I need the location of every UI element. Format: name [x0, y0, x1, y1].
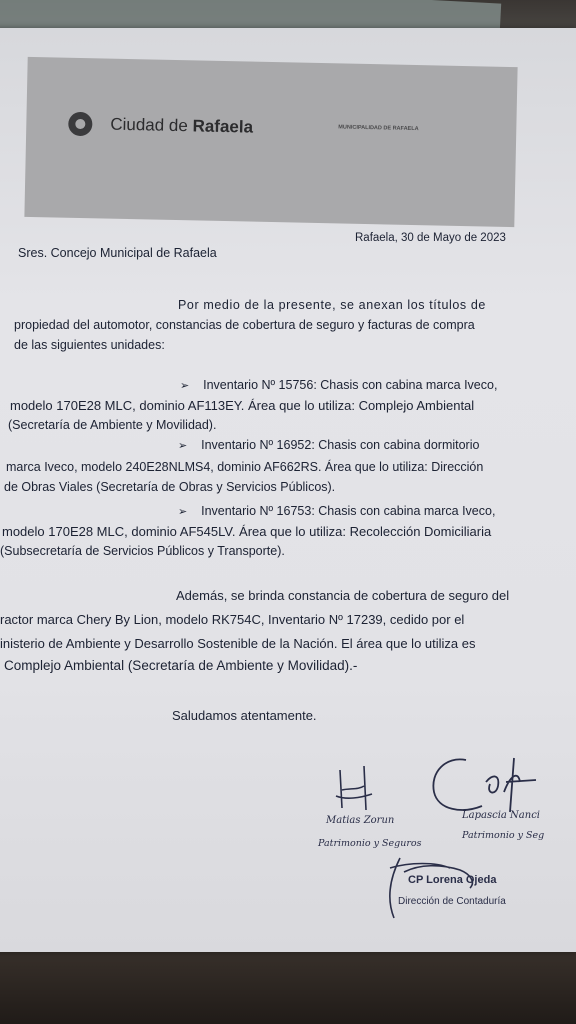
- inventory-item-1: ➢ Inventario Nº 15756: Chasis con cabina marca Iveco,: [180, 378, 498, 392]
- inventory-item-2: ➢ Inventario Nº 16952: Chasis con cabina dormitorio: [178, 438, 480, 452]
- inventory-item-3: ➢ Inventario Nº 16753: Chasis con cabina marca Iveco,: [178, 504, 496, 518]
- logo-text-light: Ciudad de: [110, 114, 193, 136]
- bullet-arrow-icon: ➢: [180, 380, 190, 392]
- stamp-name: CP Lorena Ojeda: [408, 874, 497, 886]
- intro-line: de las siguientes unidades:: [14, 338, 165, 352]
- intro-line: propiedad del automotor, constancias de cobertura de seguro y facturas de compra: [14, 318, 475, 332]
- additional-line: ractor marca Chery By Lion, modelo RK754C, Inventario Nº 17239, cedido por el: [0, 612, 465, 627]
- signer-right-dept: Patrimonio y Seg: [462, 830, 545, 841]
- bullet-arrow-icon: ➢: [178, 440, 188, 452]
- inventory-item-1-line: modelo 170E28 MLC, dominio AF113EY. Área que lo utiliza: Complejo Ambiental: [10, 398, 475, 413]
- municipality-name: MUNICIPALIDAD DE RAFAELA: [338, 124, 419, 133]
- inventory-item-2-line: marca Iveco, modelo 240E28NLMS4, dominio AF662RS. Área que lo utiliza: Dirección: [6, 460, 484, 474]
- inventory-item-3-line: modelo 170E28 MLC, dominio AF545LV. Área que lo utiliza: Recolección Domiciliaria: [2, 524, 492, 539]
- signer-left-name: Matias Zorun: [326, 815, 395, 826]
- stamp-dept: Dirección de Contaduría: [398, 896, 506, 907]
- bullet-arrow-icon: ➢: [178, 506, 188, 518]
- inventory-item-1-line: (Secretaría de Ambiente y Movilidad).: [8, 418, 217, 432]
- signer-right-name: Lapascia Nanci: [462, 810, 540, 821]
- inventory-item-3-line: (Subsecretaría de Servicios Públicos y Transporte).: [0, 544, 285, 558]
- logo-text-bold: Rafaela: [192, 116, 254, 137]
- signer-left-dept: Patrimonio y Seguros: [318, 838, 422, 849]
- letter-date: Rafaela, 30 de Mayo de 2023: [355, 232, 506, 244]
- inventory-item-2-line: de Obras Viales (Secretaría de Obras y Servicios Públicos).: [4, 480, 336, 494]
- letter-recipient: Sres. Concejo Municipal de Rafaela: [18, 246, 217, 260]
- closing-line: Saludamos atentamente.: [172, 708, 317, 723]
- additional-line: Complejo Ambiental (Secretaría de Ambiente y Movilidad).-: [4, 658, 358, 673]
- additional-line: Además, se brinda constancia de cobertura de seguro del: [176, 588, 510, 603]
- signature-stamp: [380, 848, 490, 928]
- additional-line: inisterio de Ambiente y Desarrollo Sostenible de la Nación. El área que lo utiliza es: [0, 636, 476, 651]
- intro-line: Por medio de la presente, se anexan los títulos de: [178, 298, 486, 312]
- signature-left: [330, 760, 380, 820]
